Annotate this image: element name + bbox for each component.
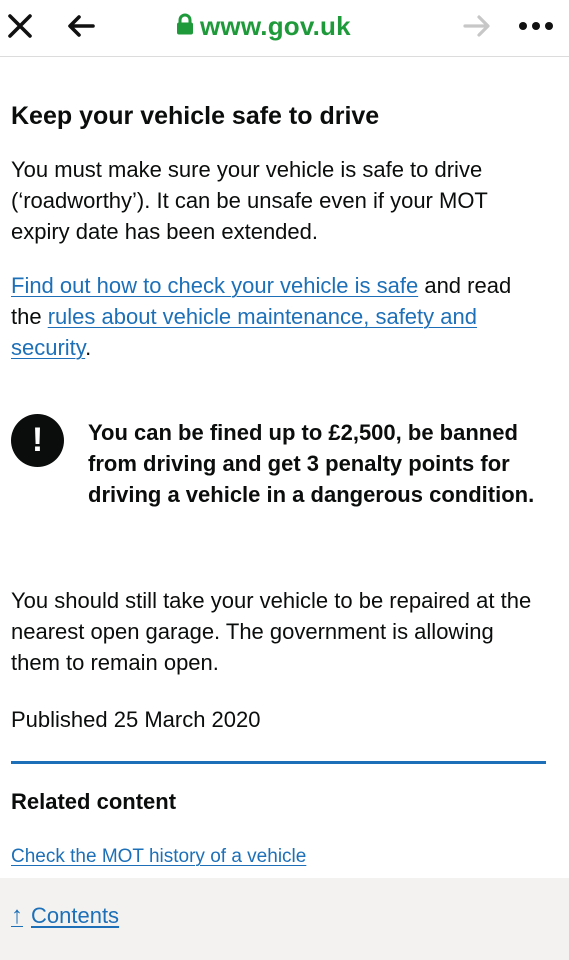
warning-text: You can be fined up to £2,500, be banned from driving and get 3 penalty points for driving a vehicle in a dangerous condition. [88,420,535,507]
check-safety-paragraph [11,270,546,363]
check-vehicle-safe-link[interactable]: Find out how to check your vehicle is safe [11,273,419,298]
related-content-heading: Related content [11,789,177,814]
contents-bar [0,878,569,960]
mot-history-link[interactable]: Check the MOT history of a vehicle [11,846,307,867]
roadworthy-paragraph: You must make sure your vehicle is safe to drive (‘roadworthy’). It can be unsafe even if your MOT expiry date has been extended. [11,157,488,244]
back-arrow-icon[interactable] [64,10,98,42]
contents-link[interactable] [11,900,119,931]
published-date: Published 25 March 2020 [11,707,261,732]
browser-toolbar [0,0,569,57]
lock-icon [176,13,194,40]
contents-label: Contents [31,903,120,928]
garage-paragraph: You should still take your vehicle to be repaired at the nearest open garage. The government is allowing them to remain open. [11,588,532,675]
address-bar[interactable] [176,10,351,42]
warning-icon: ! [11,414,64,467]
forward-arrow-icon[interactable] [460,10,494,42]
more-icon[interactable] [516,10,556,42]
section-divider [11,761,546,764]
paragraph-text: and read the [11,273,512,329]
section-heading: Keep your vehicle safe to drive [11,102,380,130]
close-icon[interactable] [4,10,36,42]
url-text: www.gov.uk [200,10,351,41]
up-arrow-icon: ↑ [11,902,23,929]
paragraph-text: . [85,335,92,360]
maintenance-rules-link[interactable]: rules about vehicle maintenance, safety and security [11,304,477,360]
